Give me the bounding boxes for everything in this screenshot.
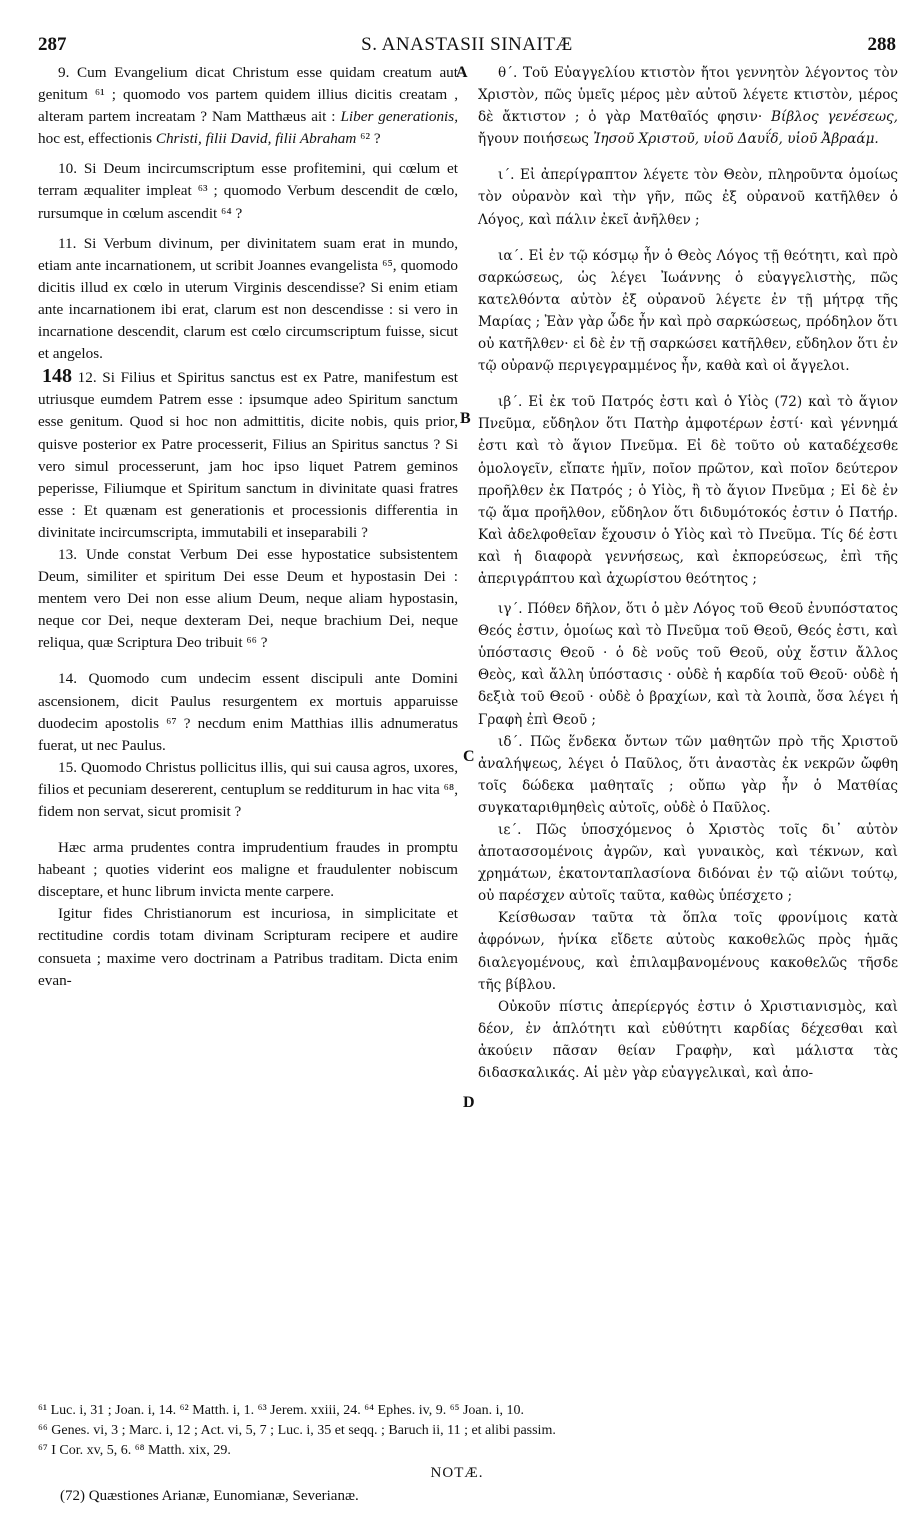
latin-question-11: 11. Si Verbum divinum, per divinitatem suam erat in mundo, etiam ante incarnationem, ut scribit Joannes evangelista ⁶⁵, quomodo dicitis illud ex cœlo in uterum Virginis descendisse? Si enim etiam ante incarnationem ibi erat, clarum est non descendisse : si vero in incarnatione descendit, clarum est cœlo circumscriptum fuisse, sicut et angelos. [38, 234, 458, 363]
greek-question-13: ιγ΄. Πόθεν δῆλον, ὅτι ὁ μὲν Λόγος τοῦ Θεοῦ ἐνυπόστατος Θεός ἐστιν, ὁμοίως καὶ τὸ Πνεῦμα τοῦ Θεοῦ, Θεός ἐστι, καὶ ὑπόστασις Θεοῦ · ὁ δὲ νοῦς τοῦ Θεοῦ, οὐχ ἔστιν ἄλλος Θεὸς, καὶ ἄλλη ὑπόστασις · οὐδὲ ἡ καρδία τοῦ Θεοῦ· οὐδὲ ἡ δεξιὰ τοῦ Θεοῦ · οὐδὲ ὁ βραχίων, καὶ τὰ λοιπὰ, ὅσα λέγει ἡ Γραφὴ ἐπὶ Θεοῦ ; [478, 601, 898, 728]
margin-letter-d: D [463, 1094, 475, 1111]
page-header [38, 34, 896, 60]
footnote-line: ⁶⁶ Genes. vi, 3 ; Marc. i, 12 ; Act. vi, 5, 7 ; Luc. i, 35 et seqq. ; Baruch ii, 11 ; et alibi passim. [38, 1423, 556, 1438]
column-number: 148 [42, 365, 72, 388]
greek-column [478, 62, 898, 1084]
notae-heading: NOTÆ. [430, 1465, 484, 1481]
greek-paragraph-fides: Οὐκοῦν πίστις ἀπερίεργός ἐστιν ὁ Χριστιανισμὸς, καὶ δέον, ἐν ἁπλότητι καὶ εὐθύτητι καρδίας δέχεσθαι καὶ ἀκούειν πᾶσαν θείαν Γραφὴν, καὶ μάλιστα τὰς διδασκαλικάς. Αἱ μὲν γὰρ εὐαγγελικαὶ, καὶ ἀπο- [478, 998, 898, 1082]
page-number-right: 288 [867, 34, 896, 55]
margin-letter-a: A [456, 64, 468, 81]
latin-question-15: 15. Quomodo Christus pollicitus illis, qui sui causa agros, uxores, filios et pecuniam desererent, centuplum se redditurum in hac vita ⁶⁸, fidem non servat, sicut promisit ? [38, 758, 458, 820]
latin-question-12: 148 12. Si Filius et Spiritus sanctus est ex Patre, manifestum est utriusque eumdem Patrem esse : ipsumque adeo Spiritum sanctum esse genitum. Quod si hoc non admittitis, dicite nobis, quis prior, quisve posterior ex Patre processerit, Filius an Spiritus sanctus ? Si vero simul processerunt, jam hoc ipso liquet Patrem geminos peperisse, Filiumque et Spiritum sanctum in divinitate quasi fratres esse : Et quænam est generationis et processionis differentia in divinitate incircumscripta, immutabili et inseparabili ? [38, 365, 458, 541]
greek-question-9: θ΄. Τοῦ Εὐαγγελίου κτιστὸν ἤτοι γεννητὸν λέγοντος τὸν Χριστὸν, πῶς ὑμεῖς μέρος μὲν αὐτοῦ λέγετε κτιστὸν, μέρος δὲ ἄκτιστον ; ὁ γὰρ Ματθαῖός φησιν· Βίβλος γενέσεως, ἤγουν ποιήσεως Ἰησοῦ Χριστοῦ, υἱοῦ Δαυΐδ, υἱοῦ Ἀβραάμ. [478, 65, 898, 148]
latin-question-14: 14. Quomodo cum undecim essent discipuli ante Domini ascensionem, dicit Paulus resurgentem ex mortuis apparuisse duodecim apostolis ⁶⁷ ? necdum enim Matthias illis adnumeratus fuerat, ut nec Paulus. [38, 670, 458, 754]
greek-question-11: ια΄. Εἰ ἐν τῷ κόσμῳ ἦν ὁ Θεὸς Λόγος τῇ θεότητι, καὶ πρὸ σαρκώσεως, ὡς λέγει Ἰωάννης ὁ εὐαγγελιστὴς, πῶς κατελθόντα αὐτὸν ἐξ οὐρανοῦ λέγετε ἐν τῇ μήτρᾳ τῆς Μαρίας ; Ἐὰν γὰρ ὧδε ἦν καὶ πρὸ σαρκώσεως, πρόδηλον ὅτι οὐ κατῆλθεν· εἰ δὲ ἐν τῇ σαρκώσει κατῆλθεν, εὔδηλον ὅτι ἐν τῷ οὐρανῷ περιγεγραμμένος ἦν, καθὰ καὶ οἱ ἄγγελοι. [478, 247, 898, 375]
latin-question-9: 9. Cum Evangelium dicat Christum esse quidam creatum aut genitum ⁶¹ ; quomodo vos partem quidem illius dicitis creatam , alteram partem increatam ? Nam Matthæus ait : Liber generationis, hoc est, effectionis Christi, filii David, filii Abraham ⁶² ? [38, 64, 458, 148]
greek-question-10: ι΄. Εἰ ἀπερίγραπτον λέγετε τὸν Θεὸν, πληροῦντα ὁμοίως τὸν οὐρανὸν καὶ τὴν γῆν, πῶς ἐξ οὐρανοῦ κατῆλθεν ὁ Λόγος, καὶ πάλιν ἐκεῖ ἀνῆλθεν ; [478, 167, 898, 228]
greek-paragraph-arma: Κείσθωσαν ταῦτα τὰ ὅπλα τοῖς φρονίμοις κατὰ ἀφρόνων, ἡνίκα εἴδετε αὐτοὺς κακοθελῶς πρὸς ἡμᾶς διαλεγομένους, καὶ ἐπιλαμβανομένους κακοθελῶς τῆσδε τῆς βίβλου. [478, 910, 898, 993]
margin-letter-c: C [463, 748, 475, 765]
page-number-left: 287 [38, 34, 67, 55]
latin-question-10: 10. Si Deum incircumscriptum esse profitemini, qui cœlum et terram æqualiter impleat ⁶³ ; quomodo Verbum descendit de cœlo, rursumque in cœlum ascendit ⁶⁴ ? [38, 160, 458, 222]
running-title: S. ANASTASII SINAITÆ [361, 34, 573, 55]
greek-question-12: ιβ΄. Εἰ ἐκ τοῦ Πατρός ἐστι καὶ ὁ Υἱὸς (72) καὶ τὸ ἅγιον Πνεῦμα, εὔδηλον ὅτι Πατὴρ ἀμφοτέρων ἐστί· καὶ γέννημά ἐστι καὶ τὸ ἅγιον Πνεῦμα. Εἰ δὲ τοῦτο οὐ καταδέχεσθε ὁμολογεῖν, εἴπατε ἡμῖν, ποῖον πρῶτον, καὶ ποῖον δεύτερον προῆλθεν ἐκ Πατρός ; ὁ Υἱὸς, ἢ τὸ ἅγιον Πνεῦμα ; Εἰ δὲ ἐν τῷ ἅμα προῆλθον, εὔδηλον ὅτι διδυμότοκός ἐστιν ὁ Πατήρ. Καὶ ἀδελφοθεῖαν ἔχουσιν ὁ Υἱὸς καὶ τὸ Πνεῦμα. Τίς δέ ἐστι καὶ ἡ διαφορὰ γεννήσεως, καὶ ἐκπορεύσεως, ἐπὶ τῆς ἀπεριγράπτου καὶ ἀχωρίστου θεότητος ; [478, 394, 898, 587]
footnote-line: ⁶⁷ I Cor. xv, 5, 6. ⁶⁸ Matth. xix, 29. [38, 1443, 231, 1458]
greek-question-15: ιε΄. Πῶς ὑποσχόμενος ὁ Χριστὸς τοῖς δι᾽ αὐτὸν ἀποτασσομένοις ἀγρῶν, καὶ γυναικὸς, καὶ τέκνων, καὶ χρημάτων, ἑκατονταπλασίονα διδόναι ἐν τῷ αἰῶνι τούτῳ, οὐ παρέσχεν αὐτοῖς ταῦτα, καθὼς ὑπέσχετο ; [478, 822, 898, 905]
footnote-line: ⁶¹ Luc. i, 31 ; Joan. i, 14. ⁶² Matth. i, 1. ⁶³ Jerem. xxiii, 24. ⁶⁴ Ephes. iv, 9. ⁶⁵ Joan. i, 10. [38, 1403, 525, 1418]
latin-paragraph-fides: Igitur fides Christianorum est incuriosa, in simplicitate et rectitudine cordis totam divinam Scripturam recipere et audire consueta ; maxime vero doctrinam a Patribus traditam. Dicta enim evan- [38, 905, 458, 989]
margin-letter-b: B [460, 410, 471, 427]
latin-question-13: 13. Unde constat Verbum Dei esse hypostatice subsistentem Deum, similiter et spiritum Dei esse Deum et hypostasin Dei : mentem vero Dei non esse alium Deum, neque aliam hypostasin, neque cor Dei, neque dexteram Dei, neque brachium Dei, neque reliqua, quæ Scriptura Deo tribuit ⁶⁶ ? [38, 545, 458, 652]
footnotes [38, 1401, 898, 1461]
greek-question-14: ιδ΄. Πῶς ἕνδεκα ὄντων τῶν μαθητῶν πρὸ τῆς Χριστοῦ ἀναλήψεως, λέγει ὁ Παῦλος, ὅτι ἀναστὰς ἐκ νεκρῶν ὤφθη τοῖς δώδεκα μαθηταῖς ; οὔπω γὰρ ἦν ὁ Ματθίας συγκαταριθμηθεὶς αὐτοῖς, οὐδὲ ὁ Παῦλος. [478, 733, 898, 816]
latin-column [38, 62, 458, 992]
latin-paragraph-arma: Hæc arma prudentes contra imprudentium fraudes in promptu habeant ; quoties viderint eos maligne et fraudulenter nobiscum disceptare, et hunc librum invicta mente carpere. [38, 839, 458, 901]
note-72: (72) Quæstiones Arianæ, Eunomianæ, Severianæ. [60, 1488, 359, 1504]
